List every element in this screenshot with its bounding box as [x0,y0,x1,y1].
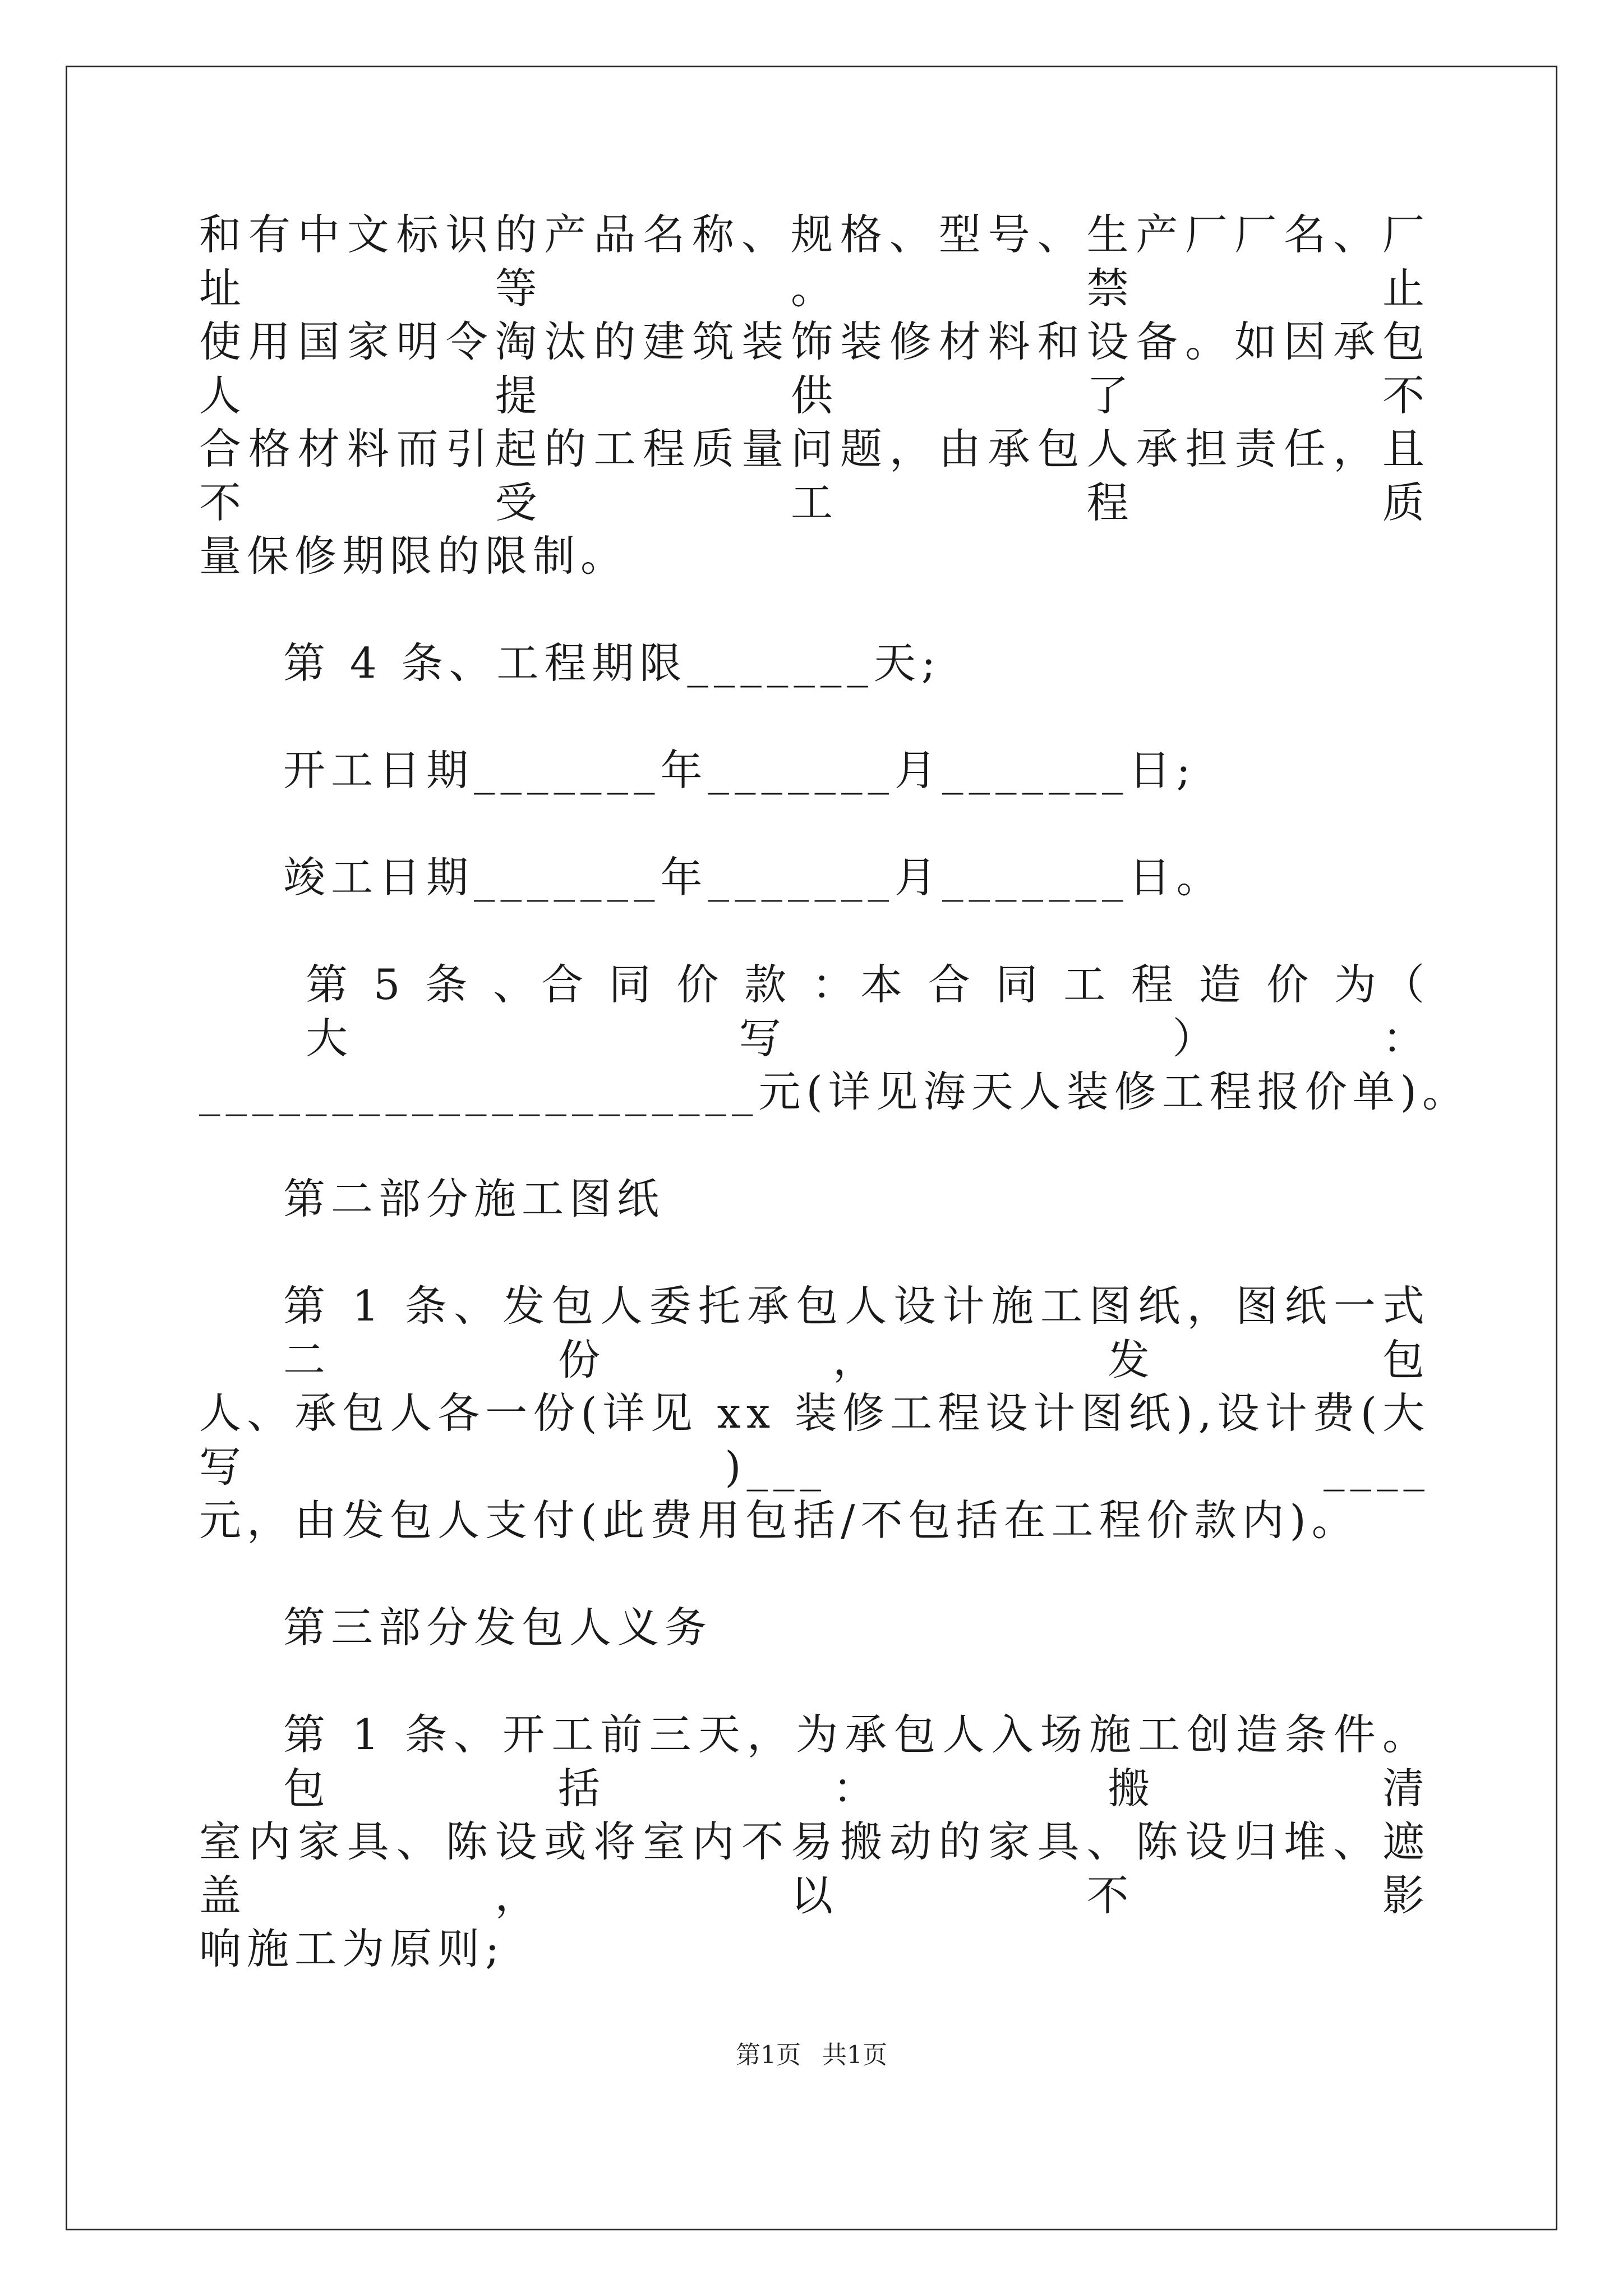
paragraph-line: 室内家具、陈设或将室内不易搬动的家具、陈设归堆、遮盖，以不影 [199,1817,1430,1920]
paragraph-line: 响施工为原则; [199,1924,505,1973]
paragraph-line: 第 1 条、发包人委托承包人设计施工图纸，图纸一式二份，发包 [283,1281,1430,1384]
paragraph-line: 和有中文标识的产品名称、规格、型号、生产厂厂名、厂址等。禁止 [199,210,1430,313]
paragraph-line: 使用国家明令淘汰的建筑装饰装修材料和设备。如因承包人提供了不 [199,317,1430,420]
page-total: 共1页 [822,2041,887,2069]
page-footer [0,2040,1623,2071]
clause-5-price: 第 5 条 、合 同 价 款 ：本 合 同 工 程 造 价 为（ 大 写 ）： [306,960,1430,1063]
paragraph-line: 合格材料而引起的工程质量问题，由承包人承担责任，且不受工程质 [199,424,1430,527]
paragraph-line: 人、承包人各一份(详见 xx 装修工程设计图纸),设计费(大写)___ ____ [199,1388,1430,1492]
section-heading-employer-obligations: 第三部分发包人义务 [283,1603,713,1652]
section-heading-drawings: 第二部分施工图纸 [283,1174,665,1223]
paragraph-line: 元，由发包人支付(此费用包括/不包括在工程价款内)。 [199,1496,1359,1545]
completion-date-line: 竣工日期_______年_______月_______日。 [283,853,1224,902]
page-number: 第1页 [736,2041,801,2069]
price-amount-line: _____________________元(详见海天人装修工程报价单)。 [199,1067,1470,1116]
start-date-line: 开工日期_______年_______月_______日; [283,746,1196,795]
document-body [199,208,1470,2029]
paragraph-line: 量保修期限的限制。 [199,531,629,581]
paragraph-line: 第 1 条、开工前三天，为承包人入场施工创造条件。包括：搬清 [283,1710,1430,1813]
clause-4-duration: 第 4 条、工程期限_______天; [283,638,942,688]
